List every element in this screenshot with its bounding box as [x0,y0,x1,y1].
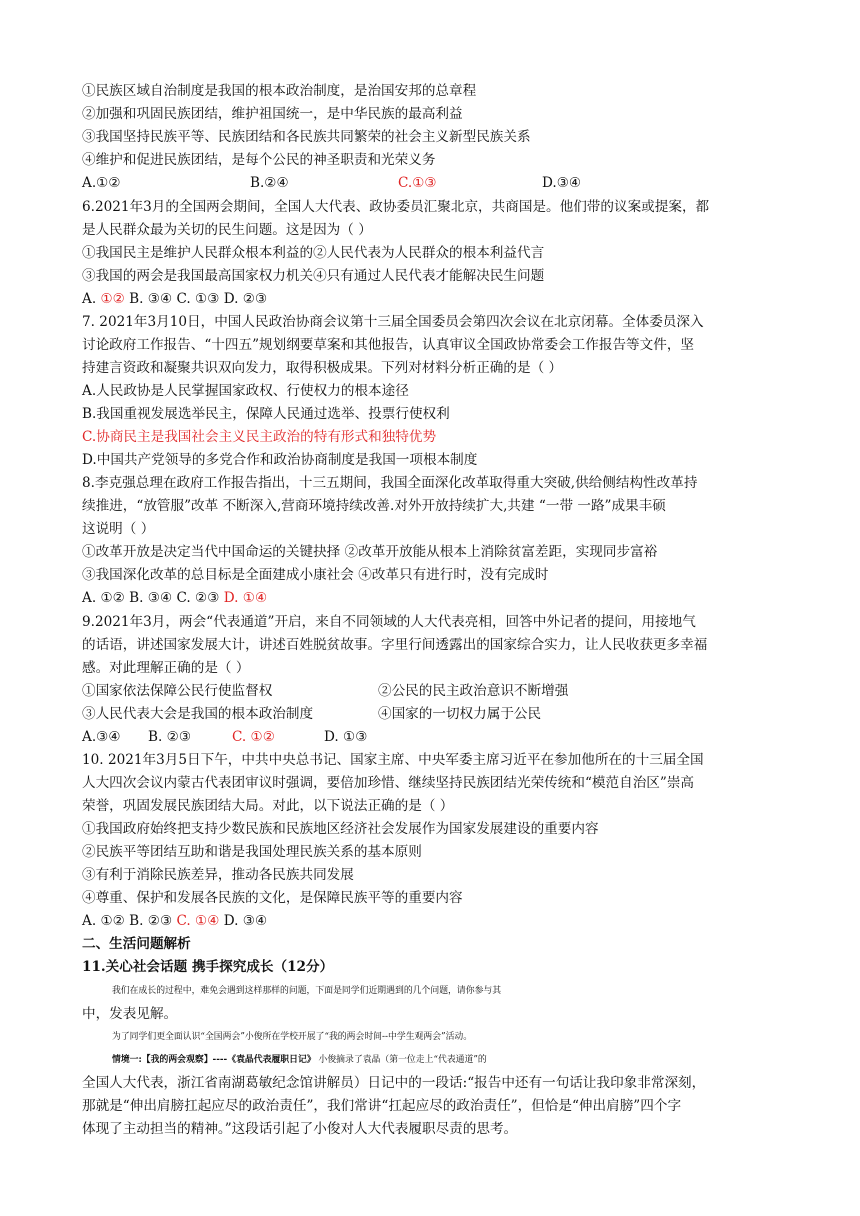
q11-paragraph-1-line-1: 我们在成长的过程中，难免会遇到这样那样的问题，下面是同学们近期遇到的几个问题，请你参与其 [112,986,502,996]
q10-statement-4: ④尊重、保护和发展各民族的文化，是保障民族平等的重要内容 [82,890,463,906]
q5-option-a: A.①② [82,175,121,191]
q10-statement-2: ②民族平等团结互助和谐是我国处理民族关系的基本原则 [82,844,422,860]
q9-option-b: B. ②③ [148,729,192,745]
q6-stem-line-2: 是人民群众最为关切的民生问题。这是因为（ ） [82,222,372,238]
q9-statement-2: ②公民的民主政治意识不断增强 [378,683,569,699]
q9-option-c-answer: C. ①② [232,729,275,745]
q8-option-list: A. ①② B. ③④ C. ②③ [82,590,224,606]
q9-stem-line-2: 的话语，讲述国家发展大计，讲述百姓脱贫故事。字里行间透露出的国家综合实力，让人民收获更多幸福 [82,637,708,653]
q10-stem-line-1: 10. 2021年3月5日下午，中共中央总书记、国家主席、中央军委主席习近平在参加他所在的十三届全国 [82,752,704,768]
q11-scenario-1-line-3: 那就是“伸出肩膀扛起应尽的政治责任”，我们常讲“扛起应尽的政治责任”，但恰是“伸出肩膀”四个字 [82,1098,682,1114]
q7-option-c-answer: C.协商民主是我国社会主义民主政治的特有形式和独特优势 [82,429,437,445]
q6-answer: ①② [100,291,125,307]
q7-stem-line-2: 讨论政府工作报告、“十四五”规划纲要草案和其他报告，认真审议全国政协常委会工作报告等文件，坚 [82,337,695,353]
q10-stem-line-2: 人大四次会议内蒙古代表团审议时强调，要倍加珍惜、继续坚持民族团结光荣传统和“模范自治区”崇高 [82,775,695,791]
q5-option-b: B.②④ [250,175,289,191]
q10-statement-1: ①我国政府始终把支持少数民族和民族地区经济社会发展作为国家发展建设的重要内容 [82,821,599,837]
q8-stem-line-3: 这说明（ ） [82,521,155,537]
q9-stem-line-3: 感。对此理解正确的是（ ） [82,660,250,676]
q9-statement-1: ①国家依法保障公民行使监督权 [82,683,273,699]
q8-options [82,587,782,609]
q9-option-a: A.③④ [82,729,121,745]
q10-statement-3: ③有利于消除民族差异，推动各民族共同发展 [82,867,354,883]
q5-statement-2: ②加强和巩固民族团结，维护祖国统一，是中华民族的最高利益 [82,106,463,122]
q8-stem-line-2: 续推进，“放管服”改革 不断深入,营商环境持续改善.对外开放持续扩大,共建 “一带 一路”成果丰硕 [82,498,666,514]
q11-scenario-1-line-1 [112,1049,812,1071]
q5-statement-3: ③我国坚持民族平等、民族团结和各民族共同繁荣的社会主义新型民族关系 [82,129,531,145]
q10-answer: C. ①④ [176,913,220,929]
q10-options [82,910,782,932]
q11-title: 11.关心社会话题 携手探究成长（12分） [82,959,334,975]
q9-option-d: D. ①③ [324,729,368,745]
q11-paragraph-1-line-2: 中，发表见解。 [82,1006,178,1022]
q5-option-d: D.③④ [542,175,582,191]
q9-statement-3: ③人民代表大会是我国的根本政治制度 [82,706,314,722]
q6-option-a-prefix: A. [82,291,101,307]
q10-stem-line-3: 荣誉，巩固发展民族团结大局。对此，以下说法正确的是（ ） [82,798,454,814]
q11-scenario-1-text: 小俊摘录了袁晶（第一位走上“代表通道”的 [315,1055,487,1065]
q9-statement-4: ④国家的一切权力属于公民 [378,706,542,722]
q7-stem-line-1: 7. 2021年3月10日，中国人民政治协商会议第十三届全国委员会第四次会议在北京闭幕。全体委员深入 [82,314,704,330]
q6-statements-1-2: ①我国民主是维护人民群众根本利益的②人民代表为人民群众的根本利益代言 [82,245,545,261]
q8-answer: D. ①④ [223,590,268,606]
q8-stem-line-1: 8.李克强总理在政府工作报告指出，十三五期间，我国全面深化改革取得重大突破,供给侧结构性改革持 [82,475,698,491]
q11-scenario-1-line-4: 体现了主动担当的精神。”这段话引起了小俊对人大代表履职尽责的思考。 [82,1121,518,1137]
q6-option-rest: B. ③④ C. ①③ D. ②③ [124,291,268,307]
q7-option-d: D.中国共产党领导的多党合作和政治协商制度是我国一项根本制度 [82,452,478,468]
q6-stem-line-1: 6.2021年3月的全国两会期间，全国人大代表、政协委员汇聚北京，共商国是。他们带的议案或提案，都 [82,199,710,215]
q10-option-list: A. ①② B. ②③ [82,913,177,929]
q11-paragraph-2: 为了同学们更全面认识“全国两会”小俊所在学校开展了“我的两会时间--中学生观两会”活动。 [112,1032,473,1042]
q7-option-b: B.我国重视发展选举民主，保障人民通过选举、投票行使权利 [82,406,450,422]
q9-stem-line-1: 9.2021年3月，两会“代表通道”开启，来自不同领域的人大代表亮相，回答中外记者的提问，用接地气 [82,614,696,630]
q5-option-c-answer: C.①③ [398,175,437,191]
q10-option-rest: D. ③④ [219,913,268,929]
q7-option-a: A.人民政协是人民掌握国家政权、行使权力的根本途径 [82,383,409,399]
q5-statement-4: ④维护和促进民族团结，是每个公民的神圣职责和光荣义务 [82,152,436,168]
q11-scenario-1-title: 情境一:【我的两会观察】----《袁晶代表履职日记》 [112,1055,316,1065]
q7-stem-line-3: 持建言资政和凝聚共识双向发力，取得积极成果。下列对材料分析正确的是（ ） [82,360,563,376]
q11-scenario-1-line-2: 全国人大代表，浙江省南湖葛敏纪念馆讲解员）日记中的一段话:“报告中还有一句话让我印象非常深刻， [82,1075,706,1091]
q8-statements-3-4: ③我国深化改革的总目标是全面建成小康社会 ④改革只有进行时，没有完成时 [82,567,549,583]
q8-statements-1-2: ①改革开放是决定当代中国命运的关键抉择 ②改革开放能从根本上消除贫富差距，实现同步富裕 [82,544,658,560]
q6-options [82,288,782,310]
section-2-heading: 二、生活问题解析 [82,936,191,952]
q5-statement-1: ①民族区域自治制度是我国的根本政治制度，是治国安邦的总章程 [82,83,477,99]
q6-statements-3-4: ③我国的两会是我国最高国家权力机关④只有通过人民代表才能解决民生问题 [82,268,545,284]
